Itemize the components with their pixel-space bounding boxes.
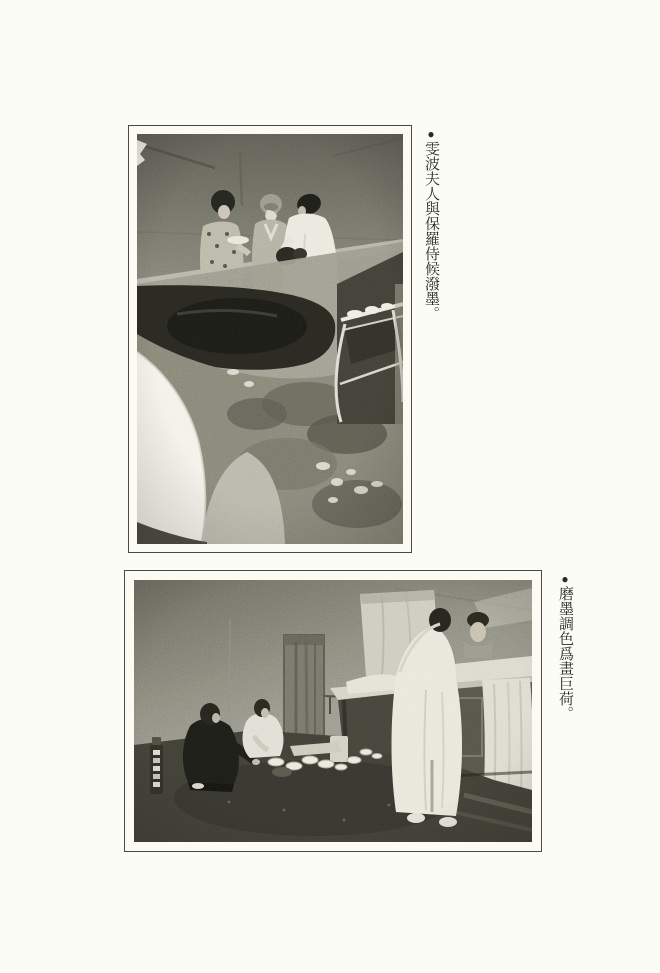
photo-bottom-image: [134, 580, 532, 842]
bullet-icon: ●: [558, 572, 572, 586]
photo-frame-top: [128, 125, 412, 553]
caption-bottom-text: 磨墨調色爲畫巨荷。: [557, 586, 573, 721]
photo-top-image: [137, 134, 403, 544]
caption-bottom: [554, 572, 576, 832]
caption-top-text: 雯波夫人與保羅侍候潑墨。: [423, 141, 439, 321]
caption-top: [420, 127, 442, 427]
bullet-icon: ●: [424, 127, 438, 141]
photo-frame-bottom: [124, 570, 542, 852]
